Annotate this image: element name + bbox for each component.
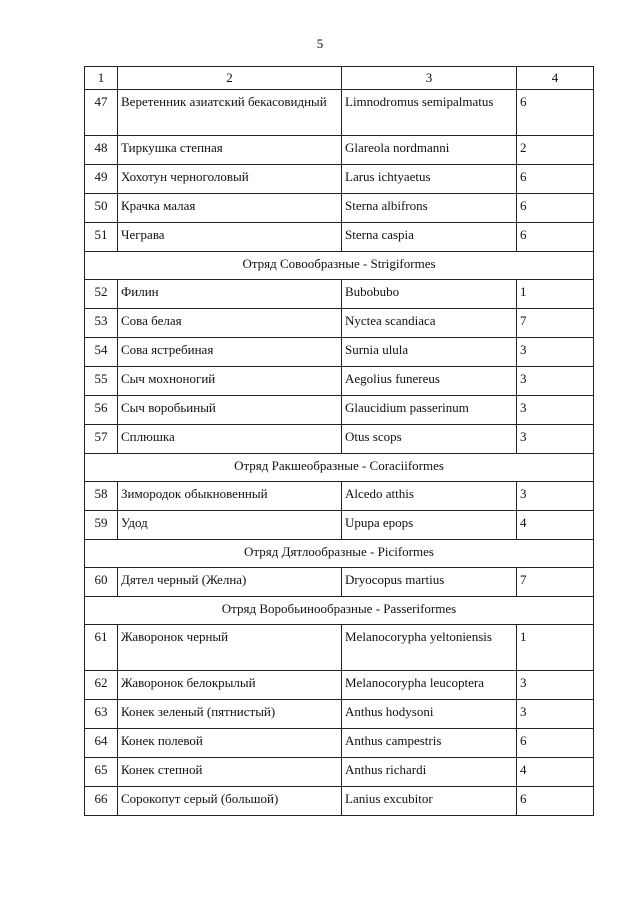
species-russian-name: Жаворонок белокрылый bbox=[118, 671, 342, 700]
species-russian-name: Веретенник азиатский бекасовидный bbox=[118, 90, 342, 136]
species-russian-name: Сплюшка bbox=[118, 425, 342, 454]
species-status: 3 bbox=[517, 396, 594, 425]
species-russian-name: Крачка малая bbox=[118, 194, 342, 223]
species-russian-name: Удод bbox=[118, 511, 342, 540]
species-latin-name: Upupa epops bbox=[342, 511, 517, 540]
species-number: 59 bbox=[85, 511, 118, 540]
table-row bbox=[85, 625, 594, 671]
species-status: 6 bbox=[517, 223, 594, 252]
species-latin-name: Sterna albifrons bbox=[342, 194, 517, 223]
species-status: 4 bbox=[517, 511, 594, 540]
species-russian-name: Филин bbox=[118, 280, 342, 309]
species-table bbox=[84, 66, 594, 816]
header-col-status: 4 bbox=[517, 67, 594, 90]
species-russian-name: Сыч мохноногий bbox=[118, 367, 342, 396]
species-status: 3 bbox=[517, 367, 594, 396]
species-status: 3 bbox=[517, 700, 594, 729]
species-russian-name: Сова белая bbox=[118, 309, 342, 338]
species-russian-name: Сорокопут серый (большой) bbox=[118, 787, 342, 816]
species-latin-name: Lanius excubitor bbox=[342, 787, 517, 816]
section-title: Отряд Совообразные - Strigiformes bbox=[85, 252, 594, 280]
species-number: 51 bbox=[85, 223, 118, 252]
species-number: 64 bbox=[85, 729, 118, 758]
species-latin-name: Glaucidium passerinum bbox=[342, 396, 517, 425]
species-latin-name: Anthus richardi bbox=[342, 758, 517, 787]
table-row bbox=[85, 367, 594, 396]
table-row bbox=[85, 165, 594, 194]
species-number: 50 bbox=[85, 194, 118, 223]
species-latin-name: Anthus campestris bbox=[342, 729, 517, 758]
table-row bbox=[85, 758, 594, 787]
species-status: 1 bbox=[517, 280, 594, 309]
table-row bbox=[85, 729, 594, 758]
header-row bbox=[85, 67, 594, 90]
species-number: 61 bbox=[85, 625, 118, 671]
section-row bbox=[85, 597, 594, 625]
table-row bbox=[85, 194, 594, 223]
species-number: 62 bbox=[85, 671, 118, 700]
species-latin-name: Larus ichtyaetus bbox=[342, 165, 517, 194]
species-number: 54 bbox=[85, 338, 118, 367]
section-title: Отряд Воробьинообразные - Passeriformes bbox=[85, 597, 594, 625]
species-latin-name: Melanocorypha yeltoniensis bbox=[342, 625, 517, 671]
species-number: 56 bbox=[85, 396, 118, 425]
species-status: 6 bbox=[517, 165, 594, 194]
species-russian-name: Дятел черный (Желна) bbox=[118, 568, 342, 597]
page-number: 5 bbox=[316, 36, 324, 51]
species-number: 49 bbox=[85, 165, 118, 194]
header-col-number: 1 bbox=[85, 67, 118, 90]
species-latin-name: Nyctea scandiaca bbox=[342, 309, 517, 338]
species-status: 6 bbox=[517, 787, 594, 816]
species-number: 47 bbox=[85, 90, 118, 136]
species-russian-name: Конек полевой bbox=[118, 729, 342, 758]
species-latin-name: Anthus hodysoni bbox=[342, 700, 517, 729]
species-status: 3 bbox=[517, 338, 594, 367]
species-number: 55 bbox=[85, 367, 118, 396]
species-number: 48 bbox=[85, 136, 118, 165]
section-row bbox=[85, 454, 594, 482]
species-status: 2 bbox=[517, 136, 594, 165]
species-russian-name: Зимородок обыкновенный bbox=[118, 482, 342, 511]
section-row bbox=[85, 252, 594, 280]
table-row bbox=[85, 338, 594, 367]
species-russian-name: Чеграва bbox=[118, 223, 342, 252]
table-row bbox=[85, 136, 594, 165]
section-title: Отряд Дятлообразные - Piciformes bbox=[85, 540, 594, 568]
species-latin-name: Otus scops bbox=[342, 425, 517, 454]
species-latin-name: Sterna caspia bbox=[342, 223, 517, 252]
table-row bbox=[85, 568, 594, 597]
species-latin-name: Limnodromus semipalmatus bbox=[342, 90, 517, 136]
species-number: 66 bbox=[85, 787, 118, 816]
table-row bbox=[85, 511, 594, 540]
section-title: Отряд Ракшеобразные - Coraciiformes bbox=[85, 454, 594, 482]
species-status: 1 bbox=[517, 625, 594, 671]
species-number: 53 bbox=[85, 309, 118, 338]
table-row bbox=[85, 700, 594, 729]
species-latin-name: Surnia ulula bbox=[342, 338, 517, 367]
species-number: 58 bbox=[85, 482, 118, 511]
species-number: 52 bbox=[85, 280, 118, 309]
species-status: 7 bbox=[517, 309, 594, 338]
species-russian-name: Тиркушка степная bbox=[118, 136, 342, 165]
species-number: 57 bbox=[85, 425, 118, 454]
header-col-latin-name: 3 bbox=[342, 67, 517, 90]
species-status: 6 bbox=[517, 194, 594, 223]
table-row bbox=[85, 482, 594, 511]
species-status: 3 bbox=[517, 425, 594, 454]
species-number: 60 bbox=[85, 568, 118, 597]
species-latin-name: Glareola nordmanni bbox=[342, 136, 517, 165]
species-latin-name: Bubobubo bbox=[342, 280, 517, 309]
species-status: 6 bbox=[517, 729, 594, 758]
species-latin-name: Alcedo atthis bbox=[342, 482, 517, 511]
species-latin-name: Dryocopus martius bbox=[342, 568, 517, 597]
species-status: 3 bbox=[517, 482, 594, 511]
species-status: 6 bbox=[517, 90, 594, 136]
species-table-body bbox=[85, 67, 594, 816]
species-number: 65 bbox=[85, 758, 118, 787]
species-latin-name: Melanocorypha leucoptera bbox=[342, 671, 517, 700]
table-row bbox=[85, 223, 594, 252]
table-row bbox=[85, 396, 594, 425]
species-russian-name: Жаворонок черный bbox=[118, 625, 342, 671]
species-russian-name: Хохотун черноголовый bbox=[118, 165, 342, 194]
table-row bbox=[85, 425, 594, 454]
species-number: 63 bbox=[85, 700, 118, 729]
table-row bbox=[85, 90, 594, 136]
species-russian-name: Сыч воробьиный bbox=[118, 396, 342, 425]
species-russian-name: Конек зеленый (пятнистый) bbox=[118, 700, 342, 729]
table-row bbox=[85, 671, 594, 700]
table-row bbox=[85, 280, 594, 309]
table-row bbox=[85, 309, 594, 338]
species-status: 7 bbox=[517, 568, 594, 597]
species-russian-name: Конек степной bbox=[118, 758, 342, 787]
species-status: 4 bbox=[517, 758, 594, 787]
section-row bbox=[85, 540, 594, 568]
species-status: 3 bbox=[517, 671, 594, 700]
header-col-russian-name: 2 bbox=[118, 67, 342, 90]
species-latin-name: Aegolius funereus bbox=[342, 367, 517, 396]
species-russian-name: Сова ястребиная bbox=[118, 338, 342, 367]
table-row bbox=[85, 787, 594, 816]
